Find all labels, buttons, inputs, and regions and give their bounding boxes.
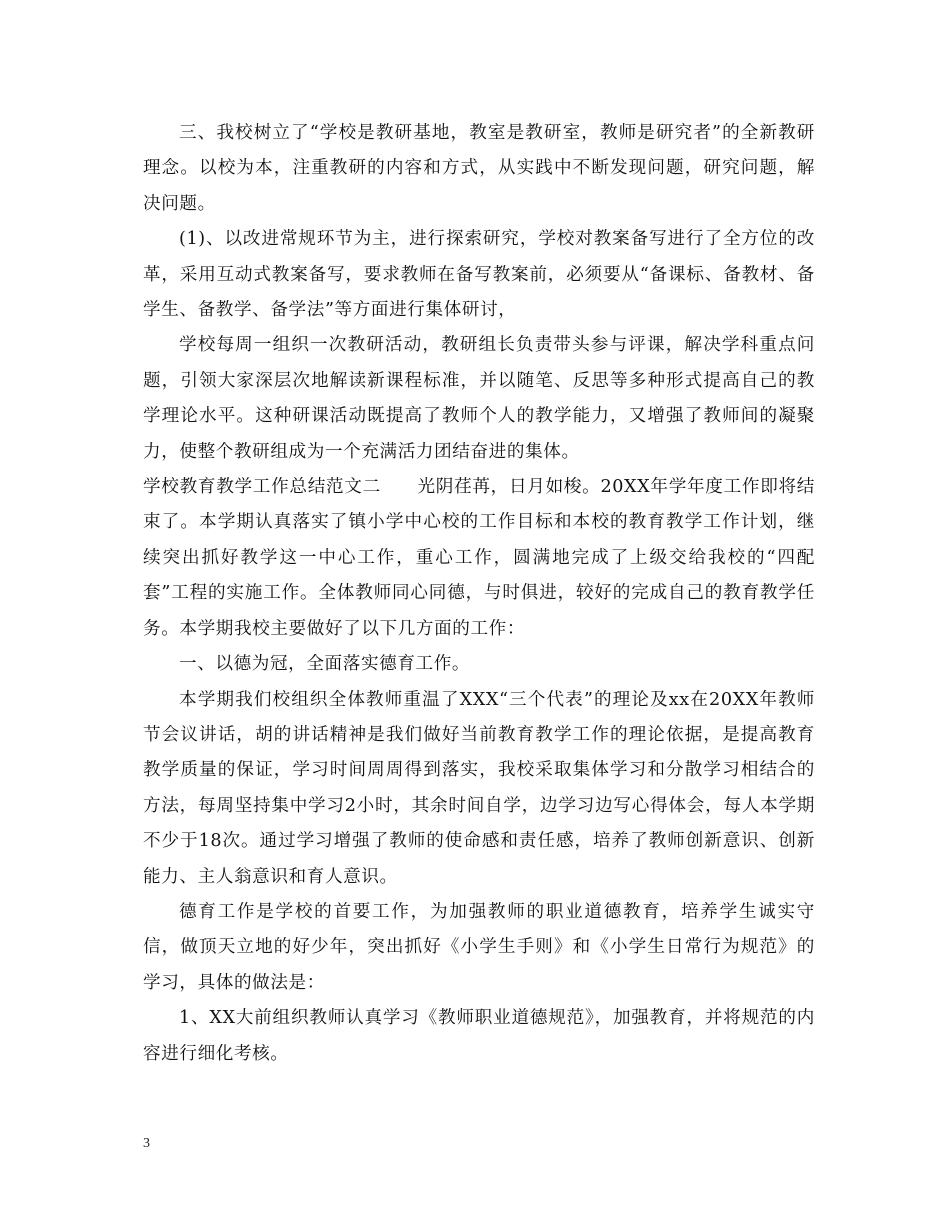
paragraph-teacher-study: 本学期我们校组织全体教师重温了XXX“三个代表”的理论及xx在20XX年教师节会议讲话，胡的讲话精神是我们做好当前教育教学工作的理论依据，是提高教育教学质量的保证，学习时间周周得到落实，我校采取集体学习和分散学习相结合的方法，每周坚持集中学习2小时，其余时间自学，边学习边写心得体会，每人本学期不少于18次。通过学习增强了教师的使命感和责任感，培养了教师创新意识、创新能力、主人翁意识和育人意识。: [143, 689, 815, 887]
paragraph-teaching-research-concept: 三、我校树立了“学校是教研基地，教室是教研室，教师是研究者”的全新教研理念。以校为本，注重教研的内容和方式，从实践中不断发现问题，研究问题，解决问题。: [143, 123, 815, 214]
paragraph-moral-work: 德育工作是学校的首要工作，为加强教师的职业道德教育，培养学生诚实守信，做顶天立地的好少年，突出抓好《小学生手则》和《小学生日常行为规范》的学习，具体的做法是：: [143, 901, 815, 993]
page-number: 3: [143, 1136, 150, 1151]
paragraph-weekly-research-activity: 学校每周一组织一次教研活动，教研组长负责带头参与评课，解决学科重点问题，引领大家深层次地解读新课程标准，并以随笔、反思等多种形式提高自己的教学理论水平。这种研课活动既提高了教师个人的教学能力，又增强了教师间的凝聚力，使整个教研组成为一个充满活力团结奋进的集体。: [143, 335, 815, 462]
paragraph-summary-two-intro: 学校教育教学工作总结范文二 光阴荏苒，日月如梭。20XX年学年度工作即将结束了。本学期认真落实了镇小学中心校的工作目标和本校的教育教学工作计划，继续突出抓好教学这一中心工作，重心工作，圆满地完成了上级交给我校的“四配套”工程的实施工作。全体教师同心同德，与时俱进，较好的完成自己的教育教学任务。本学期我校主要做好了以下几方面的工作：: [143, 477, 815, 639]
paragraph-ethics-study: 1、XX大前组织教师认真学习《教师职业道德规范》，加强教育，并将规范的内容进行细化考核。: [143, 1008, 815, 1064]
document-body: [143, 116, 815, 1072]
paragraph-lesson-plan-reform: (1)、以改进常规环节为主，进行探索研究，学校对教案备写进行了全方位的改革，采用互动式教案备写，要求教师在备写教案前，必须要从“备课标、备教材、备学生、备教学、备学法”等方面进行集体研讨，: [143, 229, 815, 321]
paragraph-moral-education-heading: 一、以德为冠，全面落实德育工作。: [179, 654, 471, 675]
